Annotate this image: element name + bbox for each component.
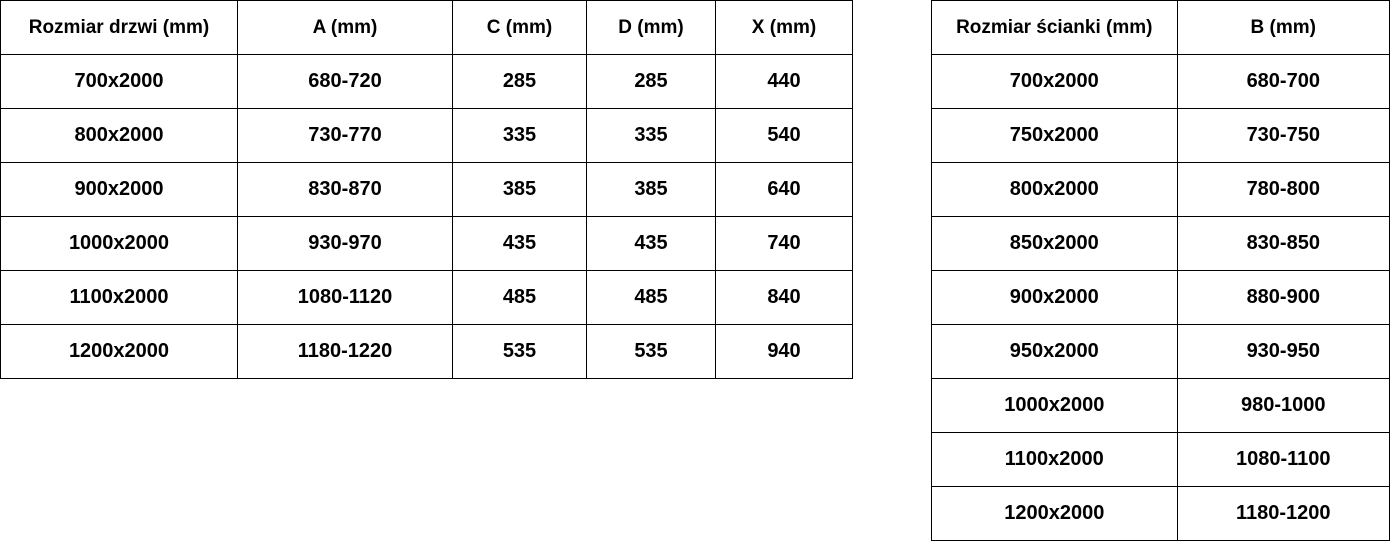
cell-a: 830-870 [238, 163, 453, 217]
column-header-a: A (mm) [238, 1, 453, 55]
cell-x: 940 [716, 325, 853, 379]
cell-c: 285 [453, 55, 587, 109]
cell-door-size: 1200x2000 [1, 325, 238, 379]
column-header-door-size: Rozmiar drzwi (mm) [1, 1, 238, 55]
table-row [1, 55, 853, 109]
cell-b: 930-950 [1177, 325, 1389, 379]
table-row [932, 109, 1390, 163]
table-row [932, 271, 1390, 325]
table-row [1, 163, 853, 217]
table-row [932, 379, 1390, 433]
table-row [932, 325, 1390, 379]
cell-x: 540 [716, 109, 853, 163]
cell-wall-size: 850x2000 [932, 217, 1178, 271]
table-row [932, 55, 1390, 109]
column-header-x: X (mm) [716, 1, 853, 55]
cell-d: 335 [587, 109, 716, 163]
cell-d: 385 [587, 163, 716, 217]
cell-door-size: 1100x2000 [1, 271, 238, 325]
cell-x: 840 [716, 271, 853, 325]
cell-b: 880-900 [1177, 271, 1389, 325]
cell-wall-size: 950x2000 [932, 325, 1178, 379]
table-row [932, 217, 1390, 271]
table-row [1, 217, 853, 271]
table-header-row [932, 1, 1390, 55]
table-row [1, 271, 853, 325]
cell-wall-size: 1000x2000 [932, 379, 1178, 433]
cell-wall-size: 1200x2000 [932, 487, 1178, 541]
cell-c: 485 [453, 271, 587, 325]
cell-c: 385 [453, 163, 587, 217]
cell-a: 1080-1120 [238, 271, 453, 325]
cell-wall-size: 900x2000 [932, 271, 1178, 325]
cell-a: 730-770 [238, 109, 453, 163]
table-row [1, 109, 853, 163]
cell-b: 780-800 [1177, 163, 1389, 217]
doors-dimensions-table [0, 0, 853, 379]
column-header-c: C (mm) [453, 1, 587, 55]
cell-door-size: 900x2000 [1, 163, 238, 217]
wall-dimensions-table [931, 0, 1390, 541]
table-header-row [1, 1, 853, 55]
cell-d: 535 [587, 325, 716, 379]
cell-door-size: 700x2000 [1, 55, 238, 109]
cell-wall-size: 800x2000 [932, 163, 1178, 217]
cell-b: 730-750 [1177, 109, 1389, 163]
table-row [932, 163, 1390, 217]
cell-x: 640 [716, 163, 853, 217]
column-header-b: B (mm) [1177, 1, 1389, 55]
cell-x: 740 [716, 217, 853, 271]
table-row [1, 325, 853, 379]
cell-x: 440 [716, 55, 853, 109]
cell-b: 1180-1200 [1177, 487, 1389, 541]
table-row [932, 433, 1390, 487]
cell-wall-size: 1100x2000 [932, 433, 1178, 487]
cell-b: 980-1000 [1177, 379, 1389, 433]
cell-d: 435 [587, 217, 716, 271]
cell-wall-size: 700x2000 [932, 55, 1178, 109]
column-header-wall-size: Rozmiar ścianki (mm) [932, 1, 1178, 55]
cell-a: 1180-1220 [238, 325, 453, 379]
cell-c: 435 [453, 217, 587, 271]
cell-a: 680-720 [238, 55, 453, 109]
cell-b: 830-850 [1177, 217, 1389, 271]
cell-door-size: 1000x2000 [1, 217, 238, 271]
column-header-d: D (mm) [587, 1, 716, 55]
cell-c: 535 [453, 325, 587, 379]
cell-b: 680-700 [1177, 55, 1389, 109]
table-row [932, 487, 1390, 541]
cell-a: 930-970 [238, 217, 453, 271]
cell-d: 285 [587, 55, 716, 109]
cell-door-size: 800x2000 [1, 109, 238, 163]
cell-c: 335 [453, 109, 587, 163]
cell-b: 1080-1100 [1177, 433, 1389, 487]
cell-wall-size: 750x2000 [932, 109, 1178, 163]
cell-d: 485 [587, 271, 716, 325]
